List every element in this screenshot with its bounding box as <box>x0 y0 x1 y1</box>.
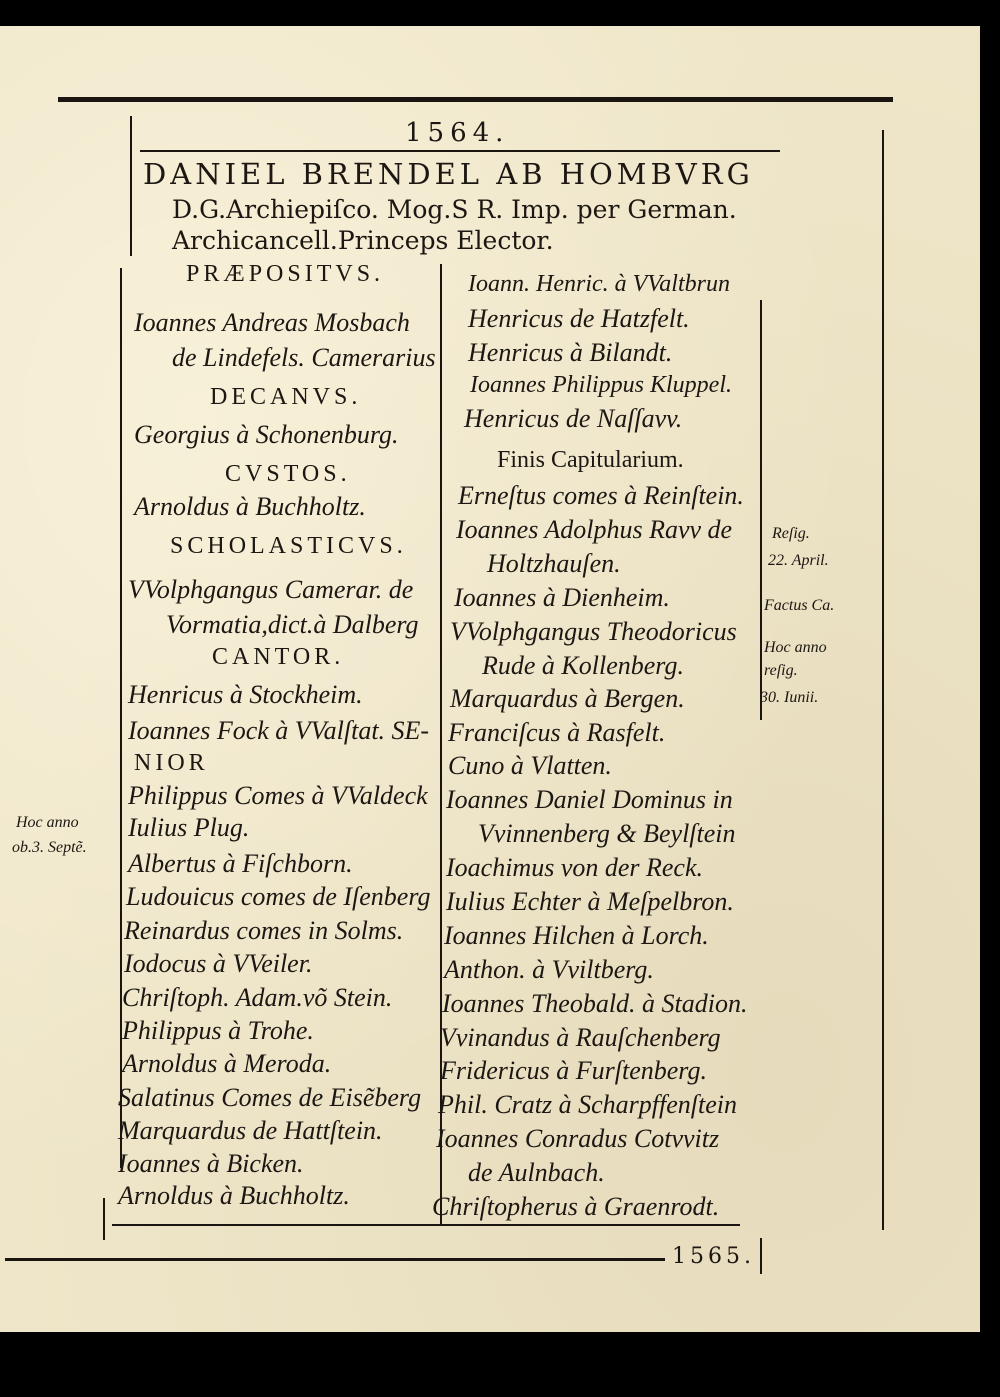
bottom-left-mark <box>103 1198 105 1240</box>
list-item: Ludouicus comes de Iſenberg <box>126 882 431 911</box>
list-item: Ioannes Philippus Kluppel. <box>470 372 732 398</box>
senior-line1: Ioannes Fock à VValſtat. SE- <box>128 716 430 745</box>
praepositus-name-line1: Ioannes Andreas Mosbach <box>134 308 410 337</box>
list-item: Ioannes Conradus Cotvvitz <box>436 1124 720 1153</box>
page-number: 1564. <box>405 118 510 148</box>
right-margin-note-line4: Hoc anno <box>764 639 827 656</box>
list-item: Philippus Comes à VValdeck <box>128 781 428 810</box>
left-margin-note-line2: ob.3. Septẽ. <box>12 839 87 856</box>
decanus-heading: DECANVS. <box>210 384 362 410</box>
list-item: Ioannes à Dienheim. <box>454 583 670 612</box>
list-item: Ioannes Hilchen à Lorch. <box>444 921 709 950</box>
header-line3: Archicancell.Princeps Elector. <box>172 226 554 255</box>
list-item: Henricus à Bilandt. <box>468 338 673 367</box>
right-page-rule <box>882 130 884 1230</box>
decanus-name: Georgius à Schonenburg. <box>134 420 399 449</box>
cantor-heading: CANTOR. <box>212 644 345 670</box>
custos-name: Arnoldus à Buchholtz. <box>134 492 366 521</box>
right-margin-note-line1: Reſig. <box>772 525 810 542</box>
top-rule <box>58 97 893 102</box>
column-bottom-rule <box>112 1224 740 1226</box>
list-item: Chriſtoph. Adam.võ Stein. <box>122 983 393 1012</box>
right-margin-note-line2: 22. April. <box>768 552 829 569</box>
list-item: Salatinus Comes de Eisẽberg <box>118 1083 422 1112</box>
list-item: Cuno à Vlatten. <box>448 751 612 780</box>
senior-line2: NIOR <box>134 750 209 776</box>
left-margin-note-line1: Hoc anno <box>16 814 79 831</box>
finis-capitularium: Finis Capitularium. <box>497 447 684 473</box>
list-item: Vvinnenberg & Beylſtein <box>478 819 736 848</box>
list-item: Fridericus à Furſtenberg. <box>440 1056 707 1085</box>
list-item: Vvinandus à Rauſchenberg <box>440 1023 721 1052</box>
list-item: Iodocus à VVeiler. <box>124 949 313 978</box>
list-item: Ioannes Theobald. à Stadion. <box>442 989 748 1018</box>
praepositus-name-line2: de Lindefels. Camerarius <box>172 343 436 372</box>
custos-heading: CVSTOS. <box>225 461 351 487</box>
right-margin-note-line6: 30. Iunii. <box>760 689 819 706</box>
list-item: VVolphgangus Theodoricus <box>450 617 737 646</box>
right-margin-note-line5: reſig. <box>764 662 798 679</box>
list-item: Rude à Kollenberg. <box>482 651 684 680</box>
list-item: Arnoldus à Meroda. <box>122 1049 332 1078</box>
list-item: Erneſtus comes à Reinſtein. <box>458 481 744 510</box>
scholasticus-name-line1: VVolphgangus Camerar. de <box>128 575 414 604</box>
list-item: Marquardus de Hattſtein. <box>118 1116 383 1145</box>
header-left-rule <box>130 116 132 256</box>
list-item: Henricus de Naſſavv. <box>464 404 683 433</box>
list-item: Arnoldus à Buchholtz. <box>118 1181 350 1210</box>
header-line2: D.G.Archiepiſco. Mog.S R. Imp. per German. <box>172 195 737 224</box>
right-margin-note-line3: Factus Ca. <box>764 597 835 614</box>
cantor-name: Henricus à Stockheim. <box>128 680 363 709</box>
header-top-rule <box>140 150 780 152</box>
list-item: Franciſcus à Rasfelt. <box>448 718 666 747</box>
list-item: Iulius Echter à Meſpelbron. <box>446 887 734 916</box>
list-item: Holtzhauſen. <box>487 549 621 578</box>
list-item: Phil. Cratz à Scharpffenſtein <box>438 1090 737 1119</box>
footer-rule <box>5 1258 665 1261</box>
list-item: Ioannes Daniel Dominus in <box>446 785 733 814</box>
list-item: Iulius Plug. <box>128 813 250 842</box>
list-item: Marquardus à Bergen. <box>450 684 685 713</box>
list-item: Henricus de Hatzfelt. <box>468 304 690 333</box>
list-item: Ioann. Henric. à VValtbrun <box>468 271 730 297</box>
list-item: Albertus à Fiſchborn. <box>128 849 353 878</box>
list-item: Ioachimus von der Reck. <box>446 853 704 882</box>
list-item: de Aulnbach. <box>468 1158 605 1187</box>
list-item: Ioannes à Bicken. <box>118 1149 304 1178</box>
list-item: Anthon. à Vviltberg. <box>444 955 654 984</box>
list-item: Chriſtopherus à Graenrodt. <box>432 1192 720 1221</box>
footer-right-mark <box>760 1238 762 1274</box>
praepositus-heading: PRÆPOSITVS. <box>186 261 385 287</box>
scholasticus-name-line2: Vormatia,dict.à Dalberg <box>166 610 419 639</box>
list-item: Reinardus comes in Solms. <box>124 916 404 945</box>
right-column-rule <box>760 300 762 720</box>
scholasticus-heading: SCHOLASTICVS. <box>170 533 407 559</box>
header-line1: DANIEL BRENDEL AB HOMBVRG <box>143 157 754 191</box>
list-item: Philippus à Trohe. <box>122 1016 314 1045</box>
footer-page-number: 1565. <box>672 1244 755 1269</box>
list-item: Ioannes Adolphus Ravv de <box>456 515 733 544</box>
